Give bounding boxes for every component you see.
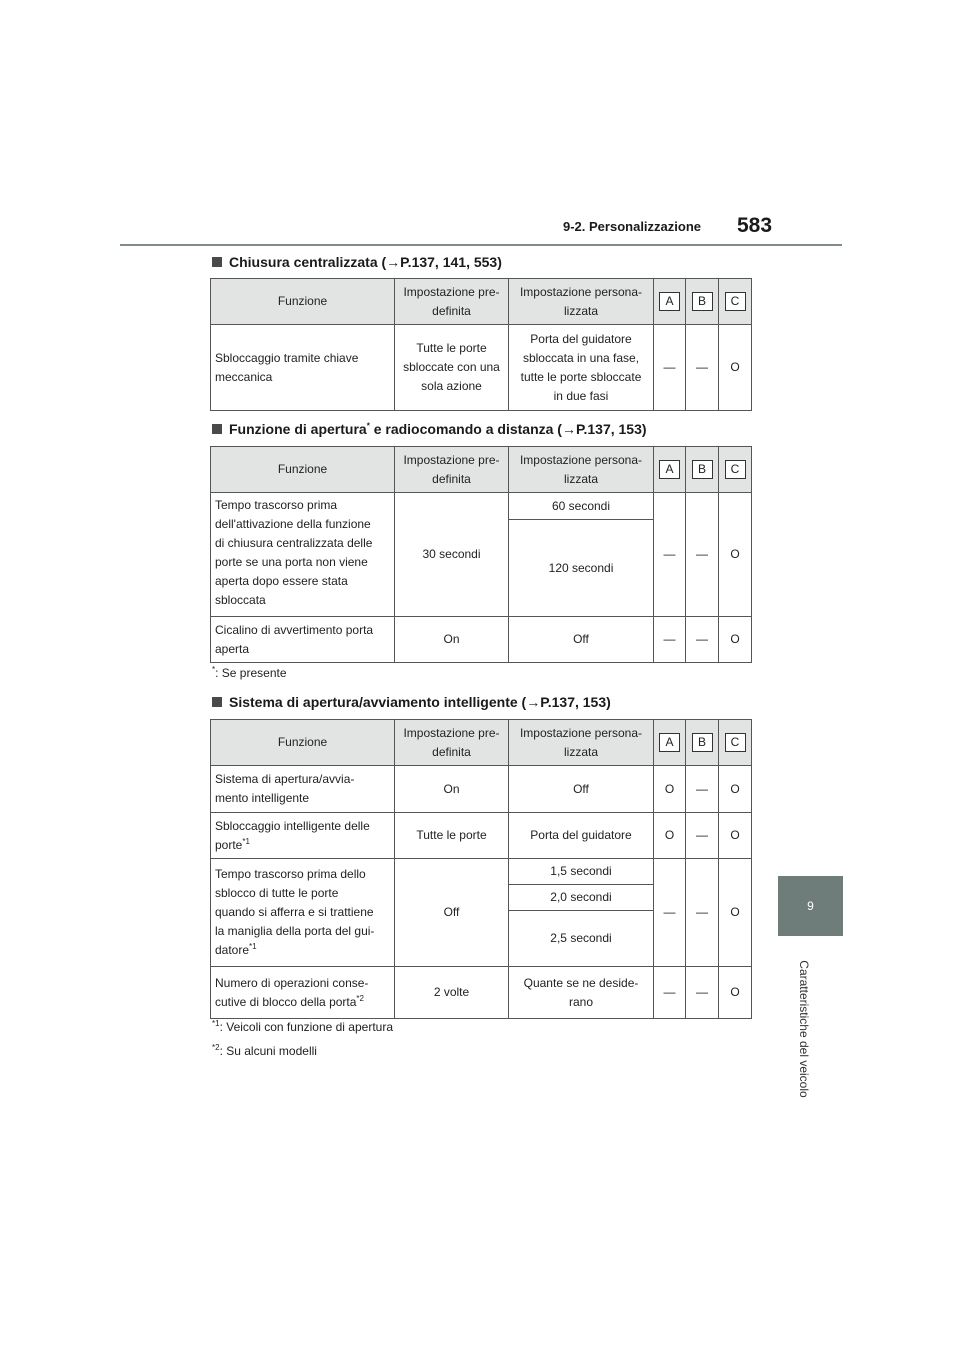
cell-func: Sbloccaggio tramite chiave meccanica <box>211 325 395 411</box>
footnote-2: $^{*2}$: Su alcuni modelli <box>212 1043 317 1058</box>
cell-default: Off <box>395 859 509 967</box>
section2-title-mark: * <box>366 421 370 431</box>
header-c: C <box>719 279 752 325</box>
cell-b: — <box>686 813 719 859</box>
table-row <box>211 813 752 859</box>
cell-a: — <box>654 967 686 1019</box>
bullet-square-icon <box>212 257 222 267</box>
chapter-label: Caratteristiche del veicolo <box>797 960 811 1098</box>
cell-default: Tutte le porte sbloccate con una sola azione <box>395 325 509 411</box>
cell-default: 30 secondi <box>395 493 509 617</box>
cell-default: On <box>395 617 509 663</box>
cell-func: Tempo trascorso prima dello sblocco di tutte le porte quando si afferra e si trattiene la maniglia della porta del gui- datore$^{*1}$ <box>211 859 395 967</box>
cell-custom: Off <box>509 617 654 663</box>
header-funzione: Funzione <box>211 447 395 493</box>
table-row <box>211 325 752 411</box>
cell-a: O <box>654 813 686 859</box>
cell-a: — <box>654 325 686 411</box>
cell-a: — <box>654 617 686 663</box>
cell-custom: Off <box>509 766 654 813</box>
section2-title-a: Funzione di apertura <box>229 421 367 437</box>
cell-default: On <box>395 766 509 813</box>
header-custom: Impostazione persona- lizzata <box>509 720 654 766</box>
chapter-label-wrap <box>796 944 812 1114</box>
cell-b: — <box>686 325 719 411</box>
table-header-row <box>211 447 752 493</box>
cell-func: Sbloccaggio intelligente delle porte$^{*1}$ <box>211 813 395 859</box>
table-remote <box>210 446 752 663</box>
table-central-locking <box>210 278 752 411</box>
header-funzione: Funzione <box>211 720 395 766</box>
header-default: Impostazione pre- definita <box>395 279 509 325</box>
header-a: A <box>654 720 686 766</box>
cell-c: O <box>719 617 752 663</box>
cell-b: — <box>686 617 719 663</box>
cell-b: — <box>686 766 719 813</box>
section-title-central-locking <box>212 254 502 270</box>
table-row <box>211 766 752 813</box>
section2-title-b: e radiocomando a distanza (→P.137, 153) <box>369 421 647 437</box>
header-custom: Impostazione persona- lizzata <box>509 447 654 493</box>
header-c: C <box>719 720 752 766</box>
bullet-square-icon <box>212 697 222 707</box>
page-number: 583 <box>737 214 773 237</box>
cell-c: O <box>719 493 752 617</box>
cell-func: Numero di operazioni conse- cutive di blocco della porta$^{*2}$ <box>211 967 395 1019</box>
cell-c: O <box>719 813 752 859</box>
header-a: A <box>654 447 686 493</box>
cell-func: Cicalino di avvertimento porta aperta <box>211 617 395 663</box>
header-c: C <box>719 447 752 493</box>
cell-custom: Porta del guidatore sbloccata in una fase, tutte le porte sbloccate in due fasi <box>509 325 654 411</box>
table-smart-entry <box>210 719 752 1019</box>
table-header-row <box>211 279 752 325</box>
bullet-square-icon <box>212 424 222 434</box>
cell-default: Tutte le porte <box>395 813 509 859</box>
cell-func: Sistema di apertura/avvia- mento intelligente <box>211 766 395 813</box>
table-row <box>211 493 752 520</box>
header-b: B <box>686 720 719 766</box>
header-funzione: Funzione <box>211 279 395 325</box>
cell-custom-option: 2,0 secondi <box>509 885 654 911</box>
section1-title: Chiusura centralizzata (→P.137, 141, 553) <box>229 254 502 270</box>
table-header-row <box>211 720 752 766</box>
header-default: Impostazione pre- definita <box>395 447 509 493</box>
cell-custom-option: 60 secondi <box>509 493 654 520</box>
cell-c: O <box>719 859 752 967</box>
section3-title: Sistema di apertura/avviamento intelligente (→P.137, 153) <box>229 694 611 710</box>
cell-custom: Porta del guidatore <box>509 813 654 859</box>
header-b: B <box>686 447 719 493</box>
header-custom: Impostazione persona- lizzata <box>509 279 654 325</box>
footnote-1: $^{*1}$: Veicoli con funzione di apertura <box>212 1019 394 1034</box>
cell-custom-option: 1,5 secondi <box>509 859 654 885</box>
chapter-number: 9 <box>807 899 814 913</box>
cell-b: — <box>686 967 719 1019</box>
cell-a: O <box>654 766 686 813</box>
header-rule <box>120 244 842 246</box>
header-a: A <box>654 279 686 325</box>
cell-b: — <box>686 493 719 617</box>
table-row <box>211 617 752 663</box>
cell-custom-option: 2,5 secondi <box>509 911 654 967</box>
cell-custom-option: 120 secondi <box>509 520 654 617</box>
footnote-se-presente: *: Se presente <box>212 665 287 680</box>
cell-default: 2 volte <box>395 967 509 1019</box>
cell-b: — <box>686 859 719 967</box>
cell-a: — <box>654 493 686 617</box>
cell-c: O <box>719 967 752 1019</box>
cell-c: O <box>719 766 752 813</box>
cell-func: Tempo trascorso prima dell'attivazione della funzione di chiusura centralizzata delle porte se una porta non viene aperta dopo essere stata sbloccata <box>211 493 395 617</box>
chapter-tab <box>778 876 843 936</box>
section-title-remote <box>212 421 647 437</box>
header-default: Impostazione pre- definita <box>395 720 509 766</box>
section-heading: 9-2. Personalizzazione <box>563 219 701 234</box>
cell-custom: Quante se ne deside- rano <box>509 967 654 1019</box>
table-row <box>211 859 752 885</box>
header-b: B <box>686 279 719 325</box>
table-row <box>211 967 752 1019</box>
section-title-smart-entry <box>212 694 611 710</box>
cell-a: — <box>654 859 686 967</box>
cell-c: O <box>719 325 752 411</box>
